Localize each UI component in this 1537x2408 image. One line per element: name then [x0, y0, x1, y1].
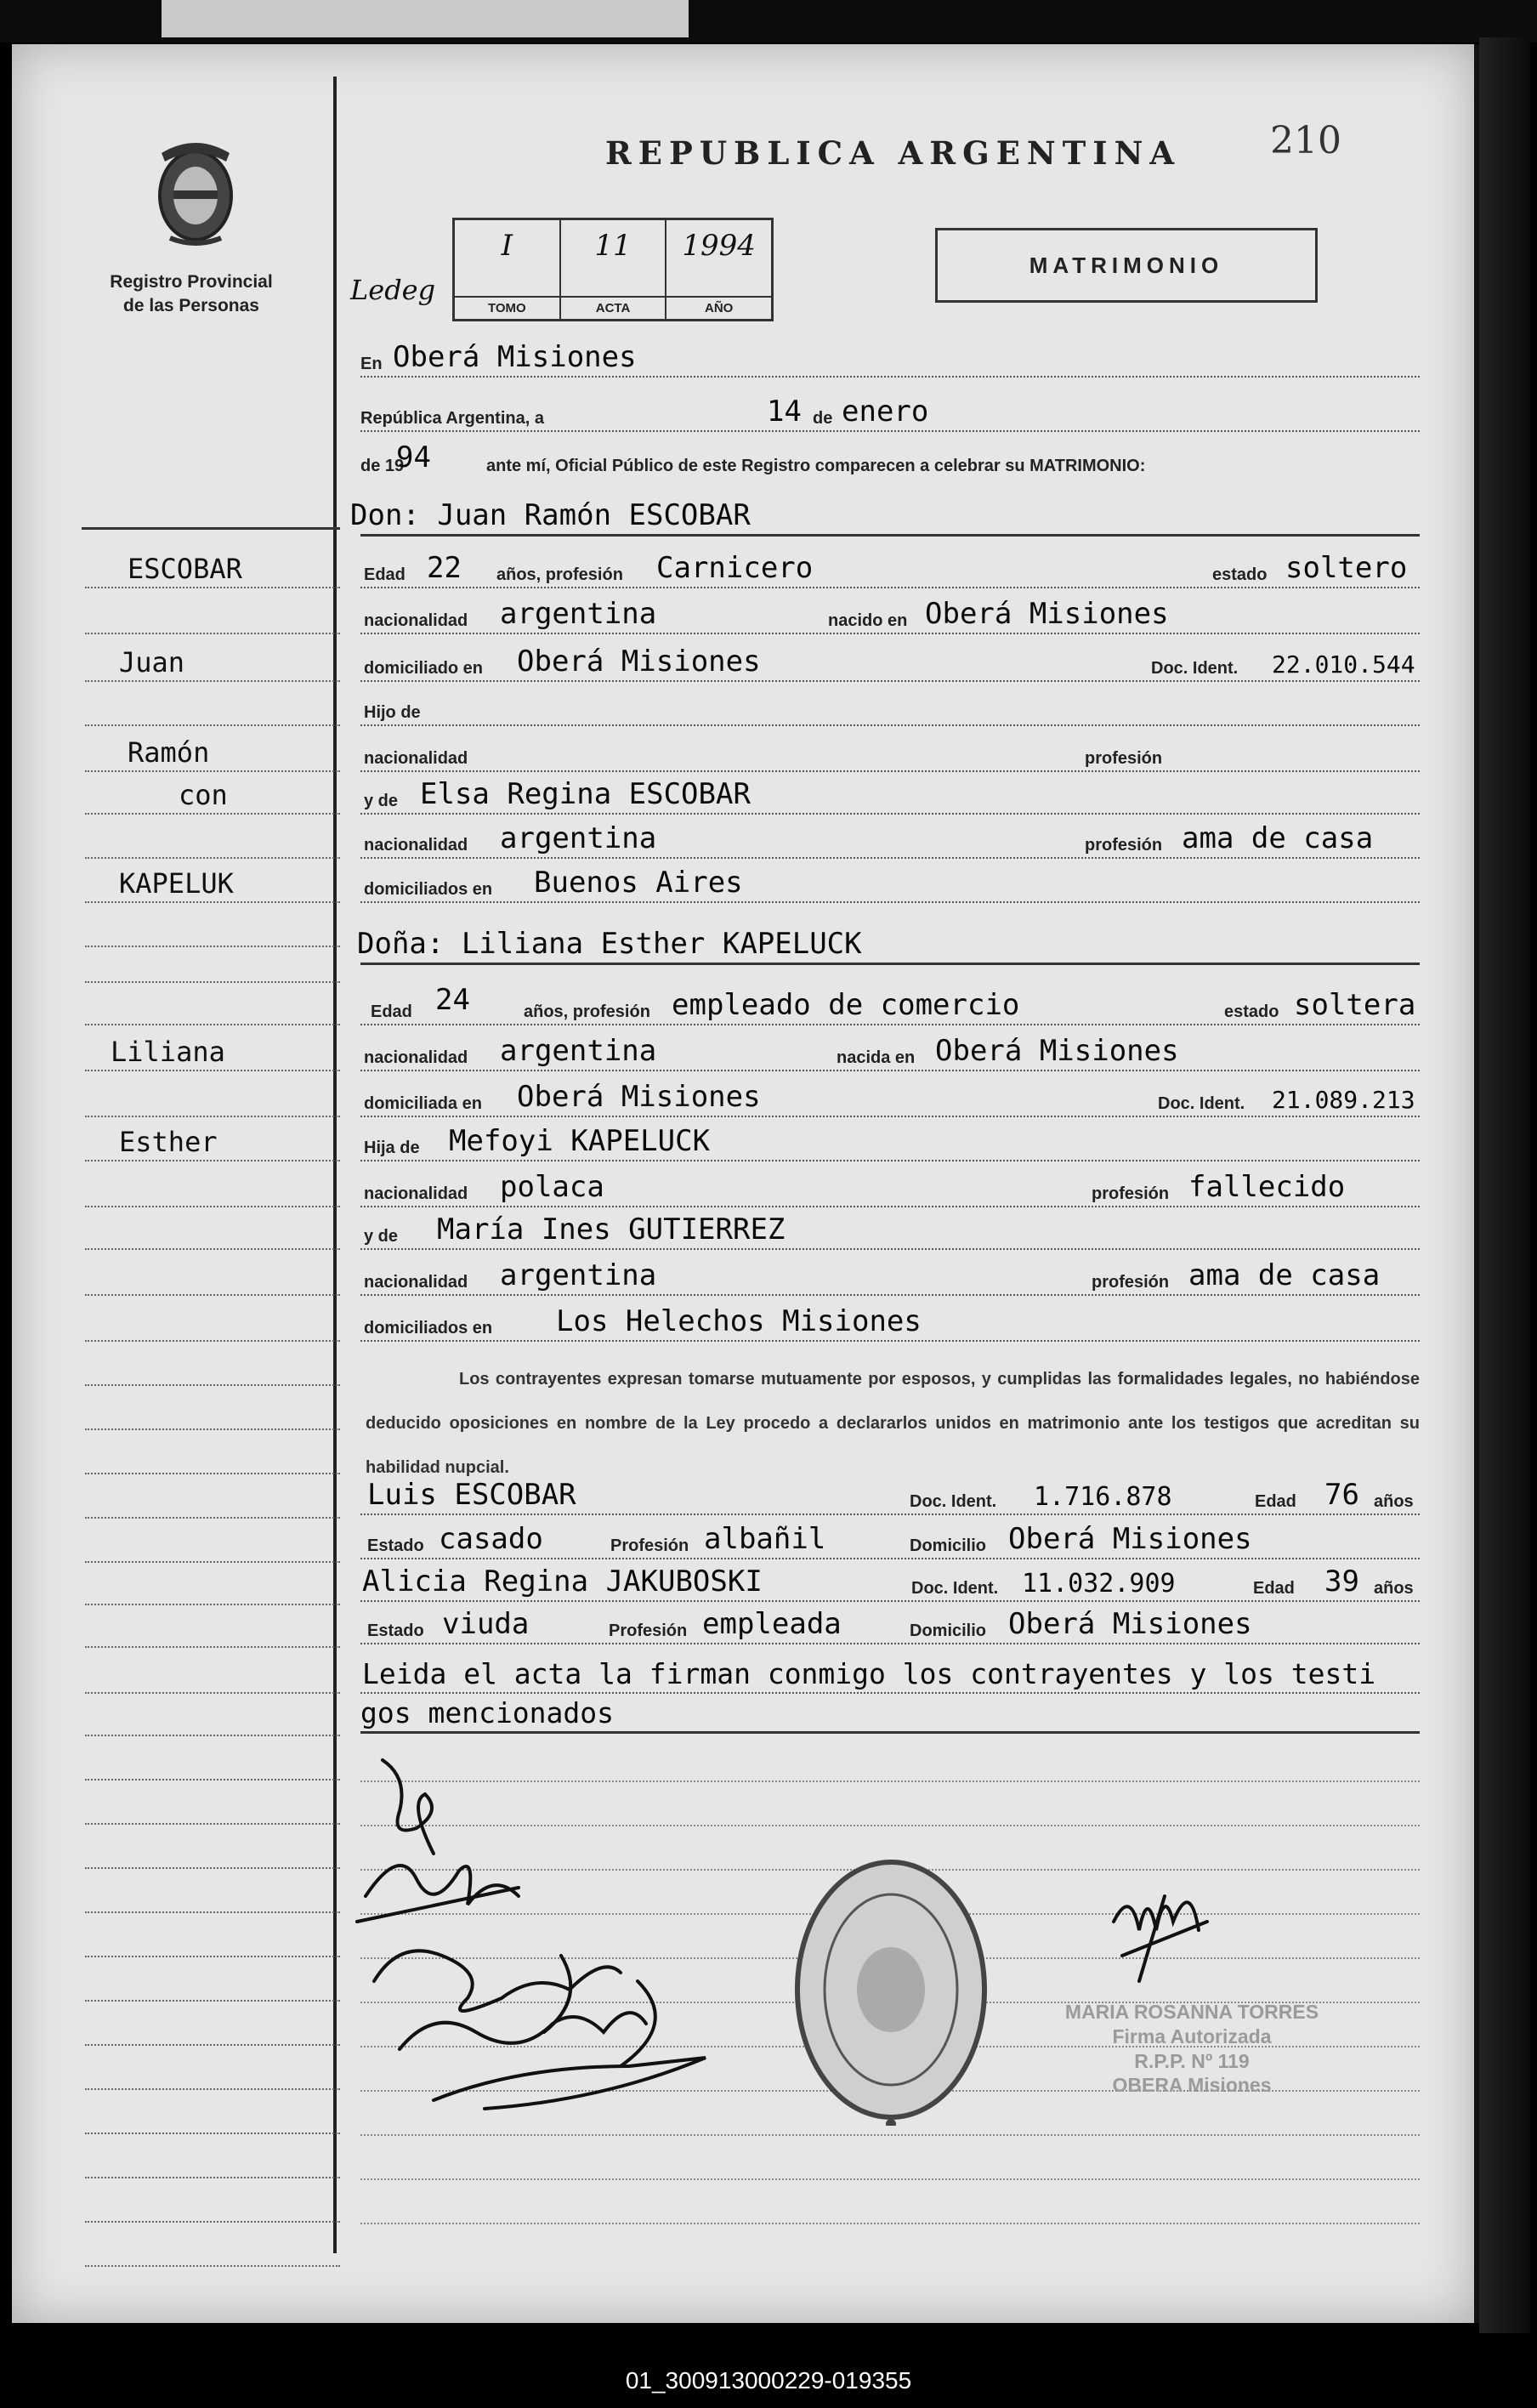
groom-parents-domicile-row — [360, 864, 1420, 903]
groom-edad: 22 — [427, 551, 462, 585]
bride-edad-label: Edad — [371, 1002, 412, 1021]
bride-mother-nat-row — [360, 1257, 1420, 1296]
witness1-edad: 76 — [1324, 1478, 1359, 1512]
sidebar-line — [85, 1786, 340, 1825]
groom-parents-domicilio: Buenos Aires — [534, 866, 743, 900]
sidebar-line — [85, 1391, 340, 1430]
nacido-label: nacido en — [828, 611, 908, 630]
ledeg-note: Ledeg — [350, 274, 436, 306]
sidebar-line — [85, 1962, 340, 2002]
official-line2: Firma Autorizada — [1112, 2025, 1272, 2047]
witness1-row — [360, 1476, 1420, 1515]
sidebar-line — [85, 1479, 340, 1519]
nacida-label: nacida en — [837, 1048, 916, 1067]
record-number-box — [452, 218, 774, 321]
groom-age-row — [360, 549, 1420, 588]
blank-ruled-line — [360, 2141, 1420, 2180]
ano-cell — [666, 220, 771, 319]
book-edge — [1479, 37, 1530, 2333]
witness1-estado-label: Estado — [367, 1536, 424, 1555]
parents-domicilio-label: domiciliados en — [364, 880, 493, 899]
witness1-profesion: albañil — [704, 1522, 826, 1556]
bride-heading: Doña: Liliana Esther KAPELUCK — [357, 927, 862, 961]
sidebar-line — [85, 820, 340, 859]
sidebar-line — [85, 1347, 340, 1386]
sidebar-line — [85, 1303, 340, 1342]
declaration-text: Los contrayentes expresan tomarse mutuamente por esposos, y cumplidas las formalidades legales, no habiéndose deducido oposiciones en nombre de la Ley procedo a declararlos unidos en matrimonio ante los testigos que acreditan su habilidad nupcial. — [366, 1370, 1420, 1477]
acta-cell — [561, 220, 667, 319]
groom-father-row — [360, 687, 1420, 726]
sidebar-name: Liliana — [111, 1036, 225, 1068]
registry-name — [102, 270, 281, 319]
sidebar-line — [85, 1830, 340, 1869]
bride-profesion-label: años, profesión — [524, 1002, 650, 1021]
bride-doc-label: Doc. Ident. — [1158, 1094, 1245, 1113]
groom-domicile-row — [360, 643, 1420, 682]
groom-estado: soltero — [1285, 551, 1408, 585]
bride-mother-nacionalidad: argentina — [500, 1258, 657, 1292]
bride-mother-profesion: ama de casa — [1188, 1258, 1381, 1292]
sidebar-line — [85, 595, 340, 634]
witness2-domicilio-label: Domicilio — [910, 1621, 987, 1640]
en-label: En — [360, 355, 383, 373]
nacionalidad-label: nacionalidad — [364, 611, 468, 630]
official-line1: MARIA ROSANNA TORRES — [1064, 2001, 1319, 2023]
mother-profesion-label: profesión — [1085, 836, 1163, 855]
groom-nacido-en: Oberá Misiones — [925, 597, 1169, 631]
sidebar-line — [85, 2007, 340, 2046]
sidebar-line — [85, 2228, 340, 2267]
tomo-value: I — [501, 229, 513, 263]
bride-nacionalidad-label: nacionalidad — [364, 1048, 468, 1067]
bride-parents-domicile-row — [360, 1303, 1420, 1342]
sidebar-line — [85, 1655, 340, 1694]
bride-domicilio-label: domiciliada en — [364, 1094, 482, 1113]
sidebar-line — [85, 1032, 340, 1071]
hija-label: Hija de — [364, 1139, 420, 1157]
groom-heading: Don: Juan Ramón ESCOBAR — [350, 498, 751, 532]
witness2-profesion: empleada — [702, 1607, 842, 1641]
republica-label: República Argentina, a — [360, 409, 544, 428]
witness2-domicilio: Oberá Misiones — [1008, 1607, 1252, 1641]
closing-line2: gos mencionados — [360, 1696, 615, 1729]
groom-mother-profesion: ama de casa — [1182, 821, 1374, 855]
groom-mother: Elsa Regina ESCOBAR — [420, 777, 751, 811]
registry-line2: de las Personas — [123, 296, 259, 316]
day-value: 14 — [767, 395, 802, 429]
sidebar-line — [85, 1257, 340, 1296]
sidebar-line — [85, 1874, 340, 1913]
bride-mother-nacionalidad-label: nacionalidad — [364, 1273, 468, 1292]
bride-father-nacionalidad-label: nacionalidad — [364, 1184, 468, 1203]
witness2-estado-label: Estado — [367, 1621, 424, 1640]
groom-heading-row — [350, 497, 1420, 537]
groom-mother-nat-row — [360, 820, 1420, 859]
doc-label: Doc. Ident. — [1151, 659, 1239, 678]
place-value: Oberá Misiones — [393, 340, 637, 374]
formula-row — [360, 440, 1420, 478]
official-signature-image — [1105, 1871, 1224, 1990]
sidebar-top-rule — [82, 527, 340, 530]
edad-label: Edad — [364, 565, 406, 584]
acta-label: ACTA — [561, 296, 666, 315]
bride-domicile-row — [360, 1078, 1420, 1117]
witness1-anos-label: años — [1374, 1492, 1414, 1511]
sidebar-line — [85, 1524, 340, 1563]
father-nacionalidad-label: nacionalidad — [364, 749, 468, 768]
sidebar-line — [85, 908, 340, 947]
year-suffix: 94 — [396, 440, 431, 474]
bride-estado: soltera — [1294, 988, 1416, 1022]
sidebar-line — [85, 687, 340, 726]
bride-father-row — [360, 1122, 1420, 1161]
witness1-doc: 1.716.878 — [1034, 1482, 1172, 1512]
witness2-row — [360, 1563, 1420, 1602]
witness2-doc: 11.032.909 — [1022, 1569, 1176, 1599]
bride-estado-label: estado — [1224, 1002, 1279, 1021]
hijo-label: Hijo de — [364, 703, 421, 722]
signatures-image — [349, 1743, 757, 2143]
bride-doc: 21.089.213 — [1272, 1086, 1415, 1114]
father-profesion-label: profesión — [1085, 749, 1163, 768]
official-stamp-icon — [791, 1854, 991, 2126]
estado-label: estado — [1212, 565, 1268, 584]
witness1-domicilio: Oberá Misiones — [1008, 1522, 1252, 1556]
bride-mother: María Ines GUTIERREZ — [437, 1213, 786, 1247]
closing-row-2 — [360, 1694, 1420, 1734]
bride-parents-domicilio: Los Helechos Misiones — [556, 1304, 922, 1338]
sidebar-line — [85, 944, 340, 983]
sidebar-name: con — [179, 779, 228, 811]
sidebar-name: Ramón — [128, 736, 210, 769]
bride-mother-label: y de — [364, 1227, 399, 1246]
scan-top-strip — [0, 0, 1537, 43]
bride-domicilio: Oberá Misiones — [517, 1080, 761, 1114]
witness2-edad: 39 — [1324, 1565, 1359, 1599]
witness1-profesion-label: Profesión — [610, 1536, 689, 1555]
sidebar-line — [85, 864, 340, 903]
page-number: 210 — [1270, 119, 1341, 162]
bride-nacida-en: Oberá Misiones — [935, 1034, 1179, 1068]
witness2-estado: viuda — [442, 1607, 530, 1641]
date-row — [360, 393, 1420, 432]
year-prefix: de 19 — [360, 457, 405, 475]
bride-father-nat-row — [360, 1168, 1420, 1207]
sidebar-line — [85, 1435, 340, 1474]
profesion-label: años, profesión — [496, 565, 623, 584]
sidebar-line — [85, 1122, 340, 1161]
sidebar-line — [85, 733, 340, 772]
groom-profesion: Carnicero — [656, 551, 814, 585]
witness1-details-row — [360, 1520, 1420, 1559]
place-row — [360, 338, 1420, 378]
ano-label: AÑO — [666, 296, 771, 315]
official-line4: OBERA Misiones — [1112, 2074, 1272, 2097]
witness2-profesion-label: Profesión — [609, 1621, 688, 1640]
sidebar-line — [85, 643, 340, 682]
sidebar-line — [85, 775, 340, 815]
witness2-edad-label: Edad — [1253, 1579, 1295, 1598]
bride-edad: 24 — [435, 983, 470, 1017]
witness1-name: Luis ESCOBAR — [367, 1478, 576, 1512]
groom-domicilio: Oberá Misiones — [517, 645, 761, 679]
bride-age-row — [360, 983, 1420, 1025]
witness1-edad-label: Edad — [1255, 1492, 1296, 1511]
witness2-anos-label: años — [1374, 1579, 1414, 1598]
bride-father-nacionalidad: polaca — [500, 1170, 604, 1204]
sidebar-line — [85, 1697, 340, 1736]
witness1-doc-label: Doc. Ident. — [910, 1492, 997, 1511]
month-value: enero — [842, 395, 929, 429]
tomo-cell — [455, 220, 561, 319]
de-label: de — [813, 409, 833, 428]
sidebar-line — [85, 1566, 340, 1605]
bride-mother-row — [360, 1211, 1420, 1250]
tomo-label: TOMO — [455, 296, 559, 315]
sidebar-line — [85, 1609, 340, 1648]
coat-of-arms-icon — [145, 136, 247, 248]
blank-ruled-line — [360, 2185, 1420, 2224]
groom-father-nat-row — [360, 733, 1420, 772]
previous-sheet-edge — [162, 0, 689, 37]
mother-nacionalidad-label: nacionalidad — [364, 836, 468, 855]
footer-id: 01_300913000229-019355 — [625, 2367, 912, 2394]
closing-row-1 — [360, 1655, 1420, 1694]
country-title: REPUBLICA ARGENTINA — [605, 134, 1182, 172]
sidebar-name: ESCOBAR — [128, 553, 242, 585]
bride-father-profesion-label: profesión — [1092, 1184, 1170, 1203]
witness2-name: Alicia Regina JAKUBOSKI — [362, 1565, 763, 1599]
official-name-stamp — [1047, 2000, 1336, 2098]
bride-parents-domicilio-label: domiciliados en — [364, 1319, 493, 1337]
witness1-estado: casado — [439, 1522, 543, 1556]
sidebar-line — [85, 986, 340, 1025]
bride-profesion: empleado de comercio — [672, 988, 1020, 1022]
formula-text: ante mí, Oficial Público de este Registro comparecen a celebrar su MATRIMONIO: — [486, 457, 1146, 475]
sidebar-line — [85, 2139, 340, 2178]
sidebar-name: Juan — [119, 646, 185, 679]
acta-value: 11 — [594, 229, 632, 263]
ano-value: 1994 — [682, 229, 756, 263]
witness1-domicilio-label: Domicilio — [910, 1536, 987, 1555]
groom-mother-row — [360, 775, 1420, 815]
official-line3: R.P.P. Nº 119 — [1134, 2049, 1250, 2072]
groom-doc: 22.010.544 — [1272, 650, 1415, 679]
groom-mother-nacionalidad: argentina — [500, 821, 657, 855]
sidebar-line — [85, 1211, 340, 1250]
bride-father-profesion: fallecido — [1188, 1170, 1346, 1204]
act-type-box: MATRIMONIO — [935, 228, 1318, 303]
sidebar-line — [85, 2184, 340, 2223]
sidebar-line — [85, 549, 340, 588]
sidebar-line — [85, 2051, 340, 2090]
sidebar-name: KAPELUK — [119, 867, 234, 900]
bride-mother-profesion-label: profesión — [1092, 1273, 1170, 1292]
domicilio-label: domiciliado en — [364, 659, 484, 678]
groom-nationality-row — [360, 595, 1420, 634]
sidebar-name: Esther — [119, 1126, 218, 1158]
bride-father: Mefoyi KAPELUCK — [449, 1124, 711, 1158]
witness2-details-row — [360, 1605, 1420, 1644]
registry-line1: Registro Provincial — [110, 272, 273, 292]
groom-nacionalidad: argentina — [500, 597, 657, 631]
bride-heading-row — [357, 925, 1420, 965]
witness2-doc-label: Doc. Ident. — [911, 1579, 999, 1598]
sidebar-line — [85, 1168, 340, 1207]
sidebar-line — [85, 1078, 340, 1117]
bride-nationality-row — [360, 1032, 1420, 1071]
sidebar-line — [85, 1918, 340, 1957]
closing-line1: Leida el acta la firman conmigo los contrayentes y los testi — [362, 1657, 1376, 1690]
sidebar-line — [85, 2095, 340, 2134]
mother-label: y de — [364, 792, 399, 810]
sidebar-line — [85, 1741, 340, 1780]
bride-nacionalidad: argentina — [500, 1034, 657, 1068]
